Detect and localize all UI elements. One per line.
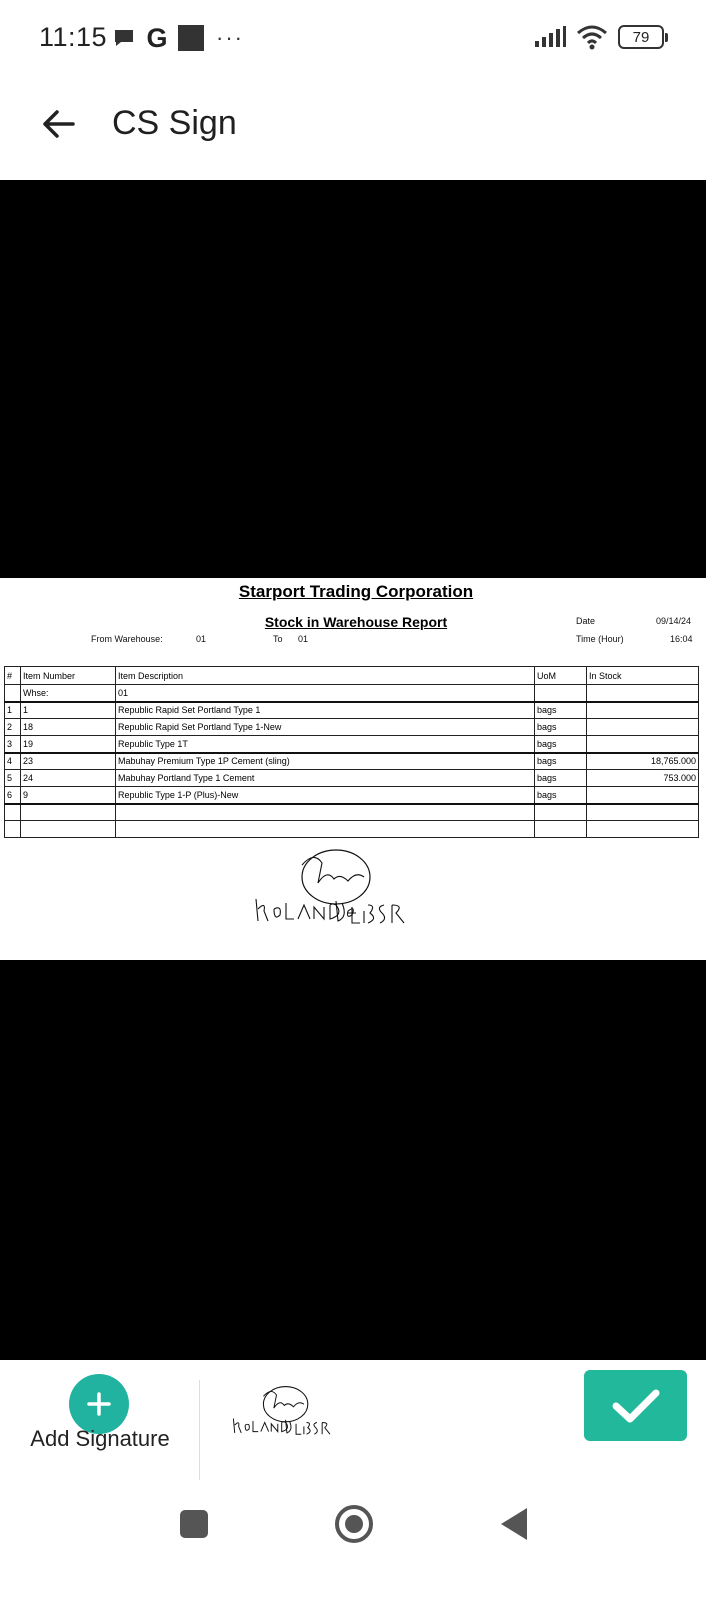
status-notification-icons <box>112 24 244 52</box>
table-header-cell: Item Description <box>116 667 535 685</box>
arrow-left-icon <box>41 109 75 139</box>
table-row: 4 23 Mabuhay Premium Type 1P Cement (sling) bags 18,765.000 <box>5 753 699 770</box>
add-signature-label: Add Signature <box>30 1426 170 1451</box>
table-row: 2 18 Republic Rapid Set Portland Type 1-New bags <box>5 719 699 736</box>
to-warehouse-value: 01 <box>298 634 309 644</box>
toolbar-divider <box>199 1380 200 1480</box>
table-header-cell: Item Number <box>21 667 116 685</box>
date-value: 09/14/24 <box>656 616 692 626</box>
table-row: 5 24 Mabuhay Portland Type 1 Cement bags 753.000 <box>5 770 699 787</box>
from-warehouse-value: 01 <box>196 634 207 644</box>
battery-level: 79 <box>632 28 650 46</box>
system-navigation-bar <box>0 1480 720 1600</box>
add-signature-circle[interactable] <box>69 1374 129 1434</box>
table-header-cell: In Stock <box>587 667 699 685</box>
date-label: Date <box>576 616 596 626</box>
table-header-row <box>5 667 699 685</box>
document-report-title: Stock in Warehouse Report <box>264 614 448 630</box>
table-row: 3 19 Republic Type 1T bags <box>5 736 699 753</box>
app-notification-icon <box>178 25 204 51</box>
table-row-empty <box>5 804 699 821</box>
more-notifications-icon: ··· <box>216 25 244 50</box>
square-recents-icon <box>179 1509 209 1539</box>
chat-bubble-icon <box>112 26 136 50</box>
wifi-icon <box>576 24 608 50</box>
nav-back-button[interactable] <box>492 1502 536 1546</box>
add-signature-button[interactable] <box>20 1360 180 1480</box>
table-row: 1 1 Republic Rapid Set Portland Type 1 bags <box>5 702 699 719</box>
status-bar <box>0 0 720 80</box>
table-header-cell: # <box>5 667 21 685</box>
table-row-empty <box>5 821 699 838</box>
document-company-name: Starport Trading Corporation <box>238 582 474 601</box>
status-system-icons <box>534 24 664 50</box>
nav-recents-button[interactable] <box>172 1502 216 1546</box>
signature-thumbnail[interactable] <box>228 1382 338 1444</box>
to-warehouse-label: To <box>273 634 283 644</box>
signal-icon <box>534 26 566 48</box>
time-value: 16:04 <box>670 634 693 644</box>
checkmark-icon <box>610 1386 662 1426</box>
document-viewer[interactable] <box>0 180 706 1360</box>
triangle-back-icon <box>499 1507 529 1541</box>
circle-home-icon <box>334 1504 374 1544</box>
page-title: CS Sign <box>112 104 237 142</box>
from-warehouse-label: From Warehouse: <box>91 634 163 644</box>
whse-value: 01 <box>116 685 535 702</box>
battery-icon <box>618 25 664 49</box>
google-icon: G <box>146 23 168 53</box>
confirm-button[interactable] <box>584 1370 687 1441</box>
app-bar <box>0 80 720 176</box>
table-header-cell: UoM <box>535 667 587 685</box>
signature-toolbar <box>0 1360 720 1480</box>
back-button[interactable] <box>36 102 80 146</box>
plus-icon <box>85 1390 113 1418</box>
stock-table <box>4 666 699 838</box>
table-row: 6 9 Republic Type 1-P (Plus)-New bags <box>5 787 699 804</box>
whse-label: Whse: <box>21 685 116 702</box>
table-whse-row <box>5 685 699 702</box>
document-page <box>0 578 706 960</box>
status-time: 11:15 <box>39 22 108 52</box>
nav-home-button[interactable] <box>332 1502 376 1546</box>
time-label: Time (Hour) <box>576 634 624 644</box>
placed-signature[interactable] <box>252 843 412 938</box>
